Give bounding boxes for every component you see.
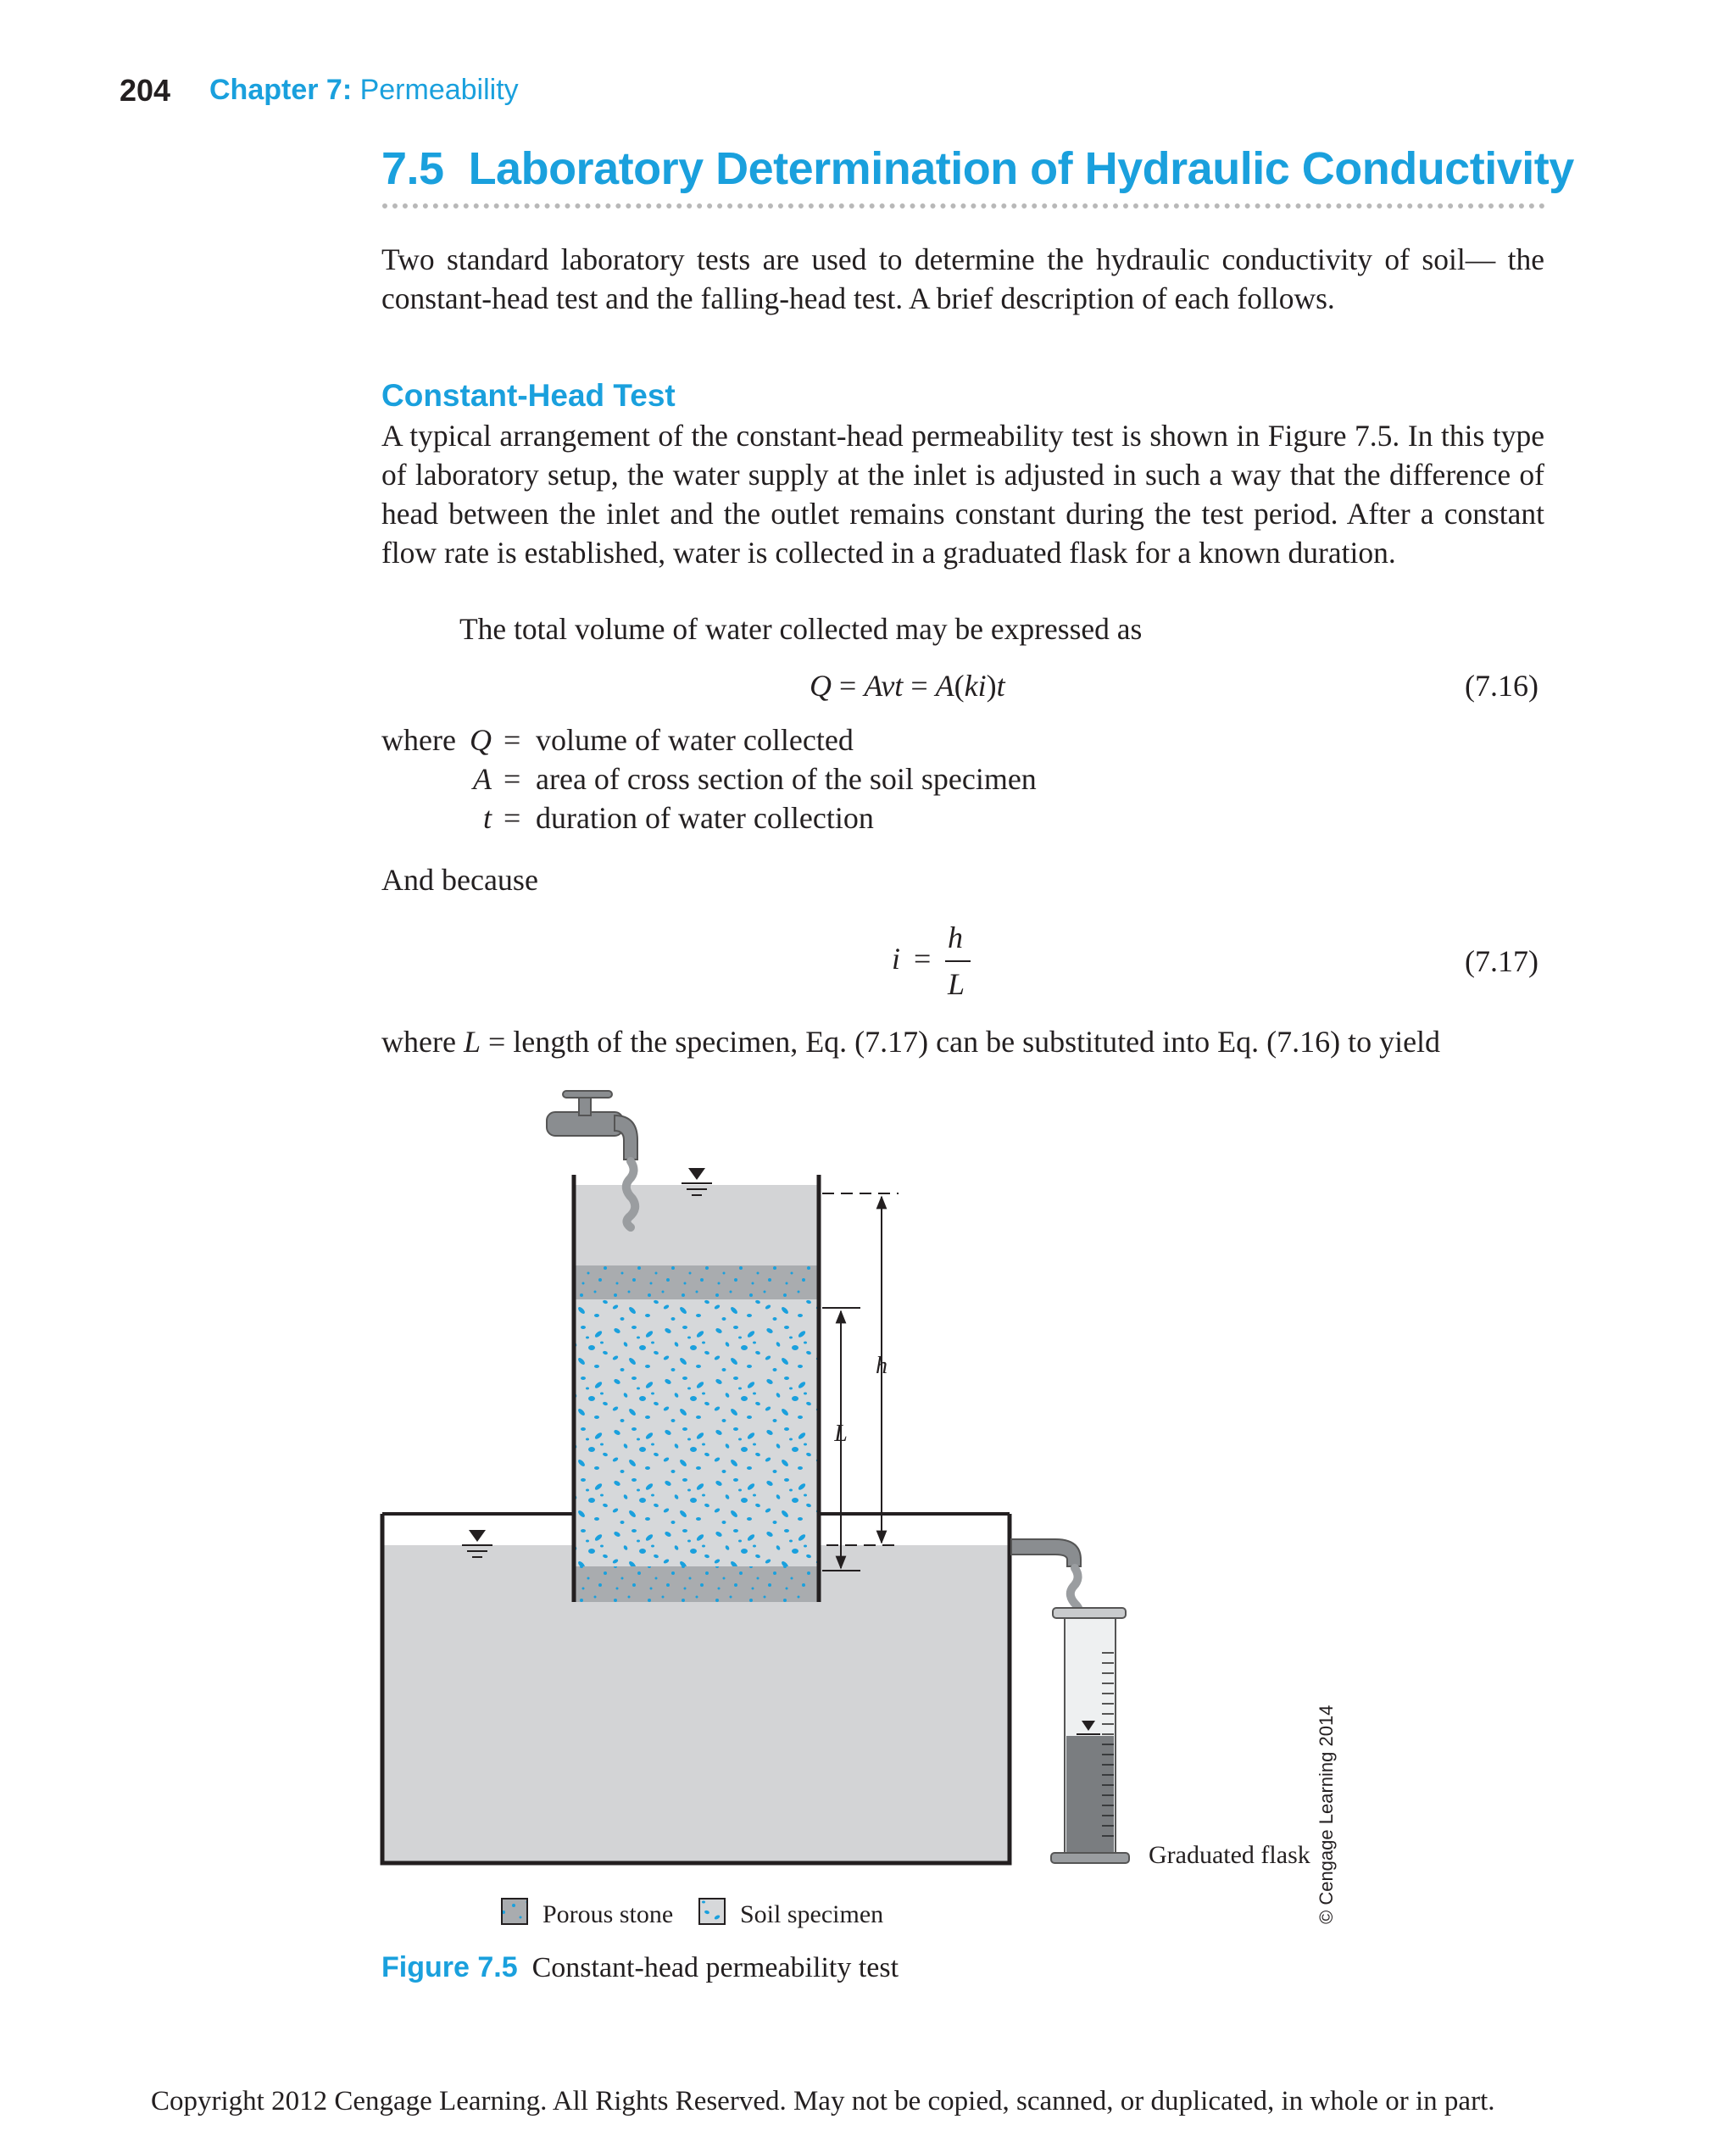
label-L: L: [834, 1421, 848, 1447]
graduated-flask: [1051, 1608, 1129, 1863]
where-lead: where: [381, 1025, 464, 1059]
figure-copyright: © Cengage Learning 2014: [1316, 1705, 1337, 1924]
where-definition: volume of water collected: [536, 723, 854, 757]
figure-caption-text: Constant-head permeability test: [531, 1952, 899, 1983]
eq-paren: ): [986, 669, 997, 703]
copyright-footer: Copyright 2012 Cengage Learning. All Rights Reserved. May not be copied, scanned, or duplicated, in whole or in part.: [151, 2086, 1495, 2116]
intro-paragraph: Two standard laboratory tests are used to determine the hydraulic conductivity of soil— the constant-head test and the falling-head test. A brief description of each follows.: [381, 242, 1544, 315]
where-definition: area of cross section of the soil specimen: [536, 762, 1037, 796]
and-because: And because: [381, 863, 538, 897]
eq-symbol: t: [996, 669, 1005, 703]
legend-swatch-porous-stone: [502, 1899, 527, 1924]
column-water: [574, 1185, 819, 1265]
where-text: = length of the specimen, Eq. (7.17) can be substituted into Eq. (7.16) to yield: [480, 1025, 1441, 1059]
equation-number: (7.17): [1465, 944, 1538, 978]
eq-paren: (: [954, 669, 965, 703]
eq-symbol: ki: [964, 669, 987, 703]
legend-swatch-soil-specimen: [699, 1899, 725, 1924]
chapter-label: Chapter 7:: [209, 74, 353, 106]
subsection-heading: Constant-Head Test: [381, 378, 676, 413]
equation-number: (7.16): [1465, 669, 1538, 703]
legend-label-soil-specimen: Soil specimen: [740, 1900, 884, 1928]
eq-denominator: L: [948, 967, 965, 1001]
body-paragraph: A typical arrangement of the constant-head permeability test is shown in Figure 7.5. In this type of laboratory setup, the water supply at the inlet is adjusted in such a way that the difference of head between the inlet and the outlet remains constant during the test period. After a constant flow rate is established, water is collected in a graduated flask for a known duration.: [381, 419, 1544, 570]
porous-stone-top: [574, 1265, 819, 1299]
eq-symbol: vt: [881, 669, 904, 703]
eq-symbol: A: [935, 669, 954, 703]
soil-specimen: [574, 1299, 819, 1566]
body-paragraph-2: The total volume of water collected may be expressed as: [459, 612, 1143, 646]
page-number: 204: [120, 73, 171, 108]
where-symbol: t: [482, 801, 492, 835]
legend-label-porous-stone: Porous stone: [542, 1900, 674, 1928]
eq-symbol: Q: [810, 669, 832, 703]
where-equals: =: [504, 762, 521, 796]
where-lead: where: [381, 723, 456, 757]
flask-label: Graduated flask: [1149, 1841, 1310, 1869]
where-symbol: L: [463, 1025, 481, 1059]
eq-symbol: A: [864, 669, 882, 703]
figure-number: Figure 7.5: [381, 1951, 518, 1983]
eq-numerator: h: [948, 921, 963, 954]
where-equals: =: [504, 801, 521, 835]
figure-caption: [381, 1951, 899, 1984]
eq-operator: =: [914, 942, 932, 976]
chapter-title: Permeability: [359, 74, 519, 106]
where-symbol: A: [473, 762, 492, 796]
where-definition: duration of water collection: [536, 801, 874, 835]
section-title: 7.5 Laboratory Determination of Hydraulic Conductivity: [381, 143, 1574, 194]
eq-operator: =: [832, 669, 865, 703]
label-h: h: [876, 1353, 887, 1379]
porous-stone-bottom: [574, 1566, 819, 1602]
eq-symbol: i: [892, 942, 901, 976]
where-equals: =: [504, 723, 521, 757]
eq-operator: =: [903, 669, 936, 703]
where-symbol: Q: [470, 723, 492, 757]
